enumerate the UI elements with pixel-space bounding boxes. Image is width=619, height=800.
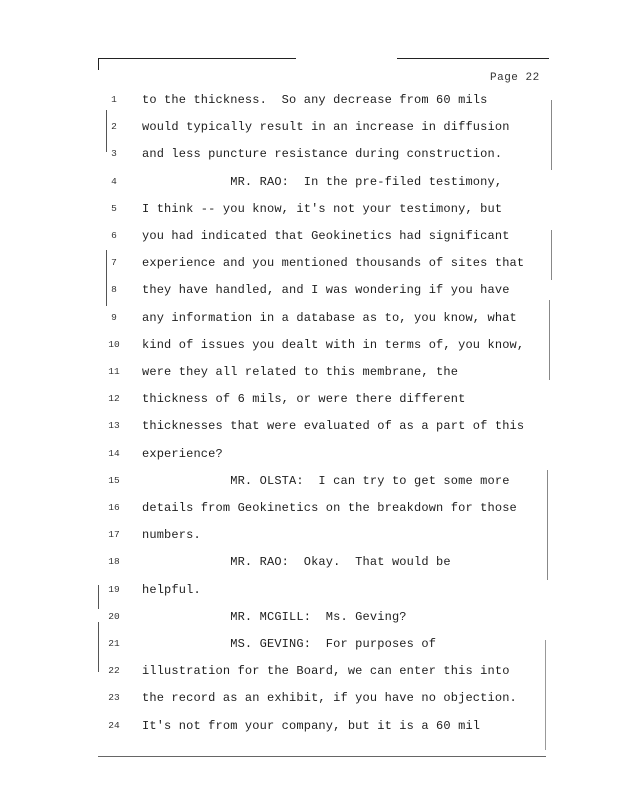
line-number: 22 bbox=[108, 665, 120, 676]
transcript-line: you had indicated that Geokinetics had significant bbox=[142, 229, 510, 243]
left-margin-mark bbox=[98, 622, 99, 672]
line-number: 17 bbox=[108, 529, 120, 540]
line-number: 11 bbox=[108, 366, 120, 377]
transcript-line: MS. GEVING: For purposes of bbox=[142, 637, 437, 651]
line-number: 8 bbox=[111, 284, 117, 295]
transcript-line: any information in a database as to, you know, what bbox=[142, 311, 517, 325]
transcript-line: experience? bbox=[142, 447, 223, 461]
line-number: 19 bbox=[108, 584, 120, 595]
transcript-line: thicknesses that were evaluated of as a part of this bbox=[142, 419, 525, 433]
transcript-line: illustration for the Board, we can enter this into bbox=[142, 664, 510, 678]
line-number: 5 bbox=[111, 203, 117, 214]
line-number: 9 bbox=[111, 312, 117, 323]
line-number: 20 bbox=[108, 611, 120, 622]
transcript-line: to the thickness. So any decrease from 60 mils bbox=[142, 93, 488, 107]
transcript-line: would typically result in an increase in diffusion bbox=[142, 120, 510, 134]
bottom-border bbox=[98, 756, 546, 757]
transcript-line: kind of issues you dealt with in terms of, you know, bbox=[142, 338, 525, 352]
line-number: 21 bbox=[108, 638, 120, 649]
line-number: 2 bbox=[111, 121, 117, 132]
line-number: 13 bbox=[108, 420, 120, 431]
line-number: 6 bbox=[111, 230, 117, 241]
transcript-line: thickness of 6 mils, or were there different bbox=[142, 392, 466, 406]
line-number: 3 bbox=[111, 148, 117, 159]
transcript-line: numbers. bbox=[142, 528, 201, 542]
transcript-line: MR. RAO: In the pre-filed testimony, bbox=[142, 175, 503, 189]
line-number: 23 bbox=[108, 692, 120, 703]
transcript-line: helpful. bbox=[142, 583, 201, 597]
right-margin-mark bbox=[551, 230, 552, 280]
transcript-line: experience and you mentioned thousands of sites that bbox=[142, 256, 525, 270]
transcript-line: the record as an exhibit, if you have no objection. bbox=[142, 691, 517, 705]
transcript-line: MR. OLSTA: I can try to get some more bbox=[142, 474, 510, 488]
right-margin-mark bbox=[547, 470, 548, 580]
left-border-tick bbox=[98, 58, 99, 70]
right-margin-mark bbox=[551, 100, 552, 170]
top-right-border bbox=[397, 58, 549, 59]
right-margin-mark bbox=[545, 640, 546, 750]
transcript-line: were they all related to this membrane, the bbox=[142, 365, 459, 379]
transcript-line: and less puncture resistance during construction. bbox=[142, 147, 503, 161]
transcript-line: It's not from your company, but it is a 60 mil bbox=[142, 719, 481, 733]
right-margin-mark bbox=[549, 300, 550, 380]
line-number: 24 bbox=[108, 720, 120, 731]
line-number: 10 bbox=[108, 339, 120, 350]
transcript-line: I think -- you know, it's not your testimony, but bbox=[142, 202, 503, 216]
transcript-line: MR. RAO: Okay. That would be bbox=[142, 555, 451, 569]
line-number: 12 bbox=[108, 393, 120, 404]
transcript-line: MR. MCGILL: Ms. Geving? bbox=[142, 610, 407, 624]
line-number: 18 bbox=[108, 556, 120, 567]
top-left-border bbox=[98, 58, 296, 59]
page-number: Page 22 bbox=[490, 72, 540, 84]
left-margin-mark bbox=[98, 585, 99, 609]
line-number: 15 bbox=[108, 475, 120, 486]
line-number: 4 bbox=[111, 176, 117, 187]
transcript-line: details from Geokinetics on the breakdown for those bbox=[142, 501, 517, 515]
line-number: 14 bbox=[108, 448, 120, 459]
line-number: 16 bbox=[108, 502, 120, 513]
line-number: 7 bbox=[111, 257, 117, 268]
line-number: 1 bbox=[111, 94, 117, 105]
transcript-line: they have handled, and I was wondering if you have bbox=[142, 283, 510, 297]
